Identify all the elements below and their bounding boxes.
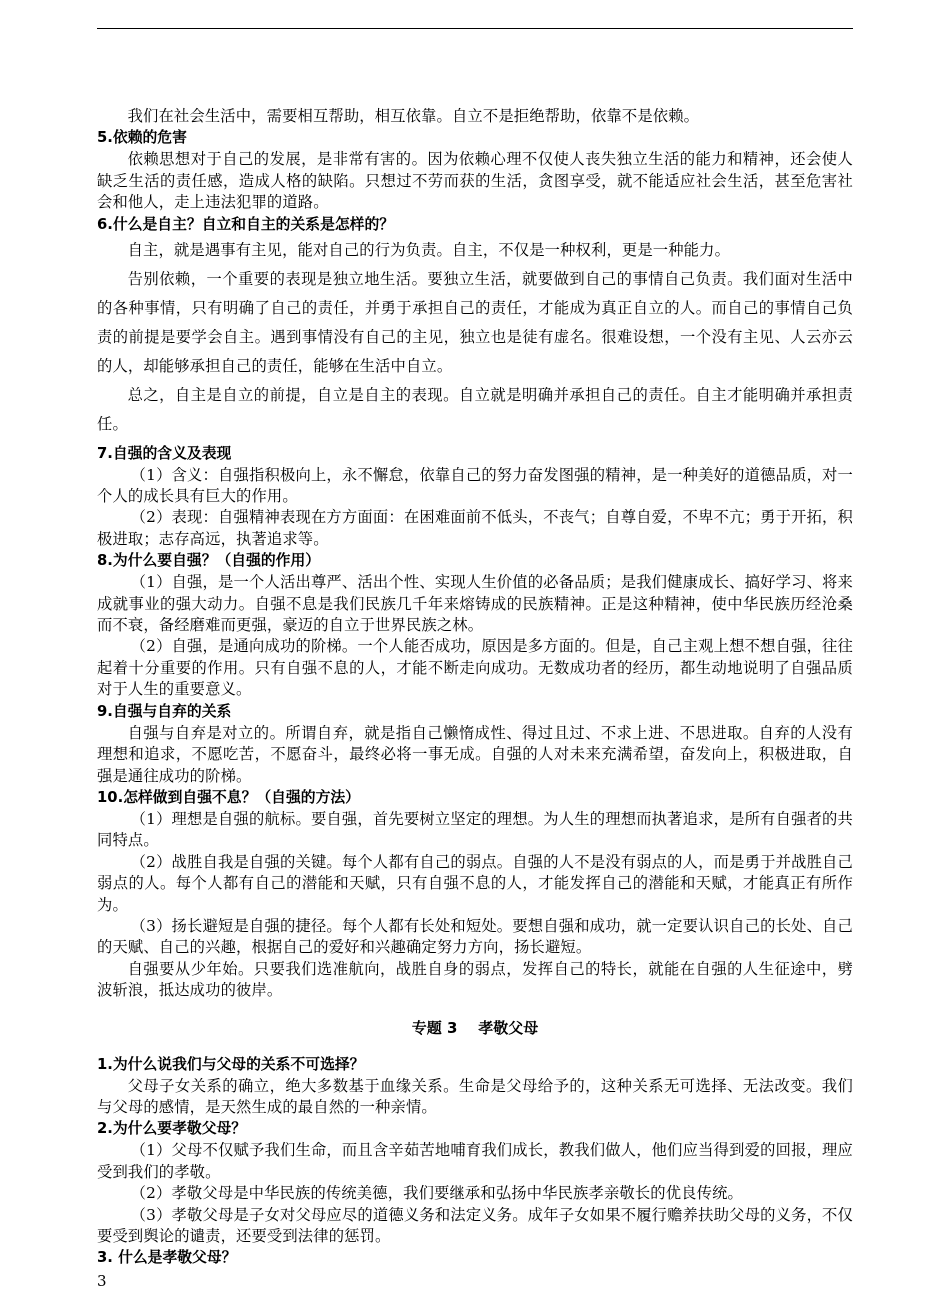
paragraph: 父母子女关系的确立，绝大多数基于血缘关系。生命是父母给予的，这种关系无可选择、无法改变。我们与父母的感情，是天然生成的最自然的一种亲情。: [97, 1076, 853, 1116]
paragraph: （3）扬长避短是自强的捷径。每个人都有长处和短处。要想自强和成功，就一定要认识自己的长处、自己的天赋、自己的兴趣，根据自己的爱好和兴趣确定努力方向，扬长避短。: [97, 916, 853, 957]
paragraph: 总之，自主是自立的前提，自立是自主的表现。自立就是明确并承担自己的责任。自主才能明确并承担责任。: [97, 385, 853, 433]
paragraph: （1）理想是自强的航标。要自强，首先要树立坚定的理想。为人生的理想而执著追求，是所有自强者的共同特点。: [97, 809, 853, 850]
section-heading: 2.为什么要孝敬父母？: [97, 1120, 247, 1138]
paragraph: （1）自强，是一个人活出尊严、活出个性、实现人生价值的必备品质；是我们健康成长、搞好学习、将来成就事业的强大动力。自强不息是我们民族几千年来熔铸成的民族精神。正是这种精神，使中华民族历经沧桑而不衰，备经磨难而更强，豪迈的自立于世界民族之林。: [97, 573, 853, 635]
section-heading: 3. 什么是孝敬父母？: [97, 1249, 237, 1267]
section-heading: 8.为什么要自强？（自强的作用）: [97, 552, 321, 570]
document-body: [97, 106, 853, 1269]
paragraph: 自主，就是遇事有主见，能对自己的行为负责。自主，不仅是一种权利，更是一种能力。: [127, 240, 731, 259]
paragraph: （1）含义：自强指积极向上，永不懈怠，依靠自己的努力奋发图强的精神，是一种美好的道德品质，对一个人的成长具有巨大的作用。: [97, 465, 853, 506]
section-heading: 6.什么是自主？自立和自主的关系是怎样的？: [97, 215, 395, 233]
paragraph: 告别依赖，一个重要的表现是独立地生活。要独立生活，就要做到自己的事情自己负责。我们面对生活中的各种事情，只有明确了自己的责任，并勇于承担自己的责任，才能成为真正自立的人。而自己的事情自己负责的前提是要学会自主。遇到事情没有自己的主见，独立也是徒有虚名。很难设想，一个没有主见、人云亦云的人，却能够承担自己的责任，能够在生活中自立。: [97, 269, 853, 375]
paragraph: 自强要从少年始。只要我们选准航向，战胜自身的弱点，发挥自己的特长，就能在自强的人生征途中，劈波斩浪，抵达成功的彼岸。: [97, 959, 853, 1000]
paragraph: （2）战胜自我是自强的关键。每个人都有自己的弱点。自强的人不是没有弱点的人，而是勇于并战胜自己弱点的人。每个人都有自己的潜能和天赋，只有自强不息的人，才能发挥自己的潜能和天赋，才能真正有所作为。: [97, 852, 853, 914]
page-number: 3: [97, 1272, 107, 1290]
paragraph: （2）孝敬父母是中华民族的传统美德，我们要继承和弘扬中华民族孝亲敬长的优良传统。: [130, 1184, 743, 1203]
paragraph: （1）父母不仅赋予我们生命，而且含辛茹苦地哺育我们成长，教我们做人，他们应当得到爱的回报，理应受到我们的孝敬。: [97, 1141, 853, 1181]
section-heading: 5.依赖的危害: [97, 129, 187, 147]
paragraph: （3）孝敬父母是子女对父母应尽的道德义务和法定义务。成年子女如果不履行赡养扶助父母的义务，不仅要受到舆论的谴责，还要受到法律的惩罚。: [97, 1205, 853, 1245]
section-heading: 1.为什么说我们与父母的关系不可选择？: [97, 1055, 365, 1073]
paragraph: （2）表现：自强精神表现在方方面面：在困难面前不低头，不丧气；自尊自爱，不卑不亢；勇于开拓，积极进取；志存高远，执著追求等。: [97, 508, 853, 548]
topic-heading: 专题 3 孝敬父母: [411, 1018, 539, 1037]
paragraph: 依赖思想对于自己的发展，是非常有害的。因为依赖心理不仅使人丧失独立生活的能力和精神，还会使人缺乏生活的责任感，造成人格的缺陷。只想过不劳而获的生活，贪图享受，就不能适应社会生活，甚至危害社会和他人，走上违法犯罪的道路。: [97, 150, 853, 212]
section-heading: 10.怎样做到自强不息？（自强的方法）: [97, 788, 360, 806]
section-heading: 7.自强的含义及表现: [97, 444, 232, 462]
paragraph: 自强与自弃是对立的。所谓自弃，就是指自己懒惰成性、得过且过、不求上进、不思进取。自弃的人没有理想和追求，不愿吃苦，不愿奋斗，最终必将一事无成。自强的人对未来充满希望，奋发向上，积极进取，自强是通往成功的阶梯。: [97, 723, 853, 785]
section-heading: 9.自强与自弃的关系: [97, 702, 232, 720]
paragraph: 我们在社会生活中，需要相互帮助，相互依靠。自立不是拒绝帮助，依靠不是依赖。: [127, 107, 700, 125]
paragraph: （2）自强，是通向成功的阶梯。一个人能否成功，原因是多方面的。但是，自己主观上想不想自强，往往起着十分重要的作用。只有自强不息的人，才能不断走向成功。无数成功者的经历，都生动地说明了自强品质对于人生的重要意义。: [97, 637, 853, 699]
header-rule: [97, 28, 853, 29]
